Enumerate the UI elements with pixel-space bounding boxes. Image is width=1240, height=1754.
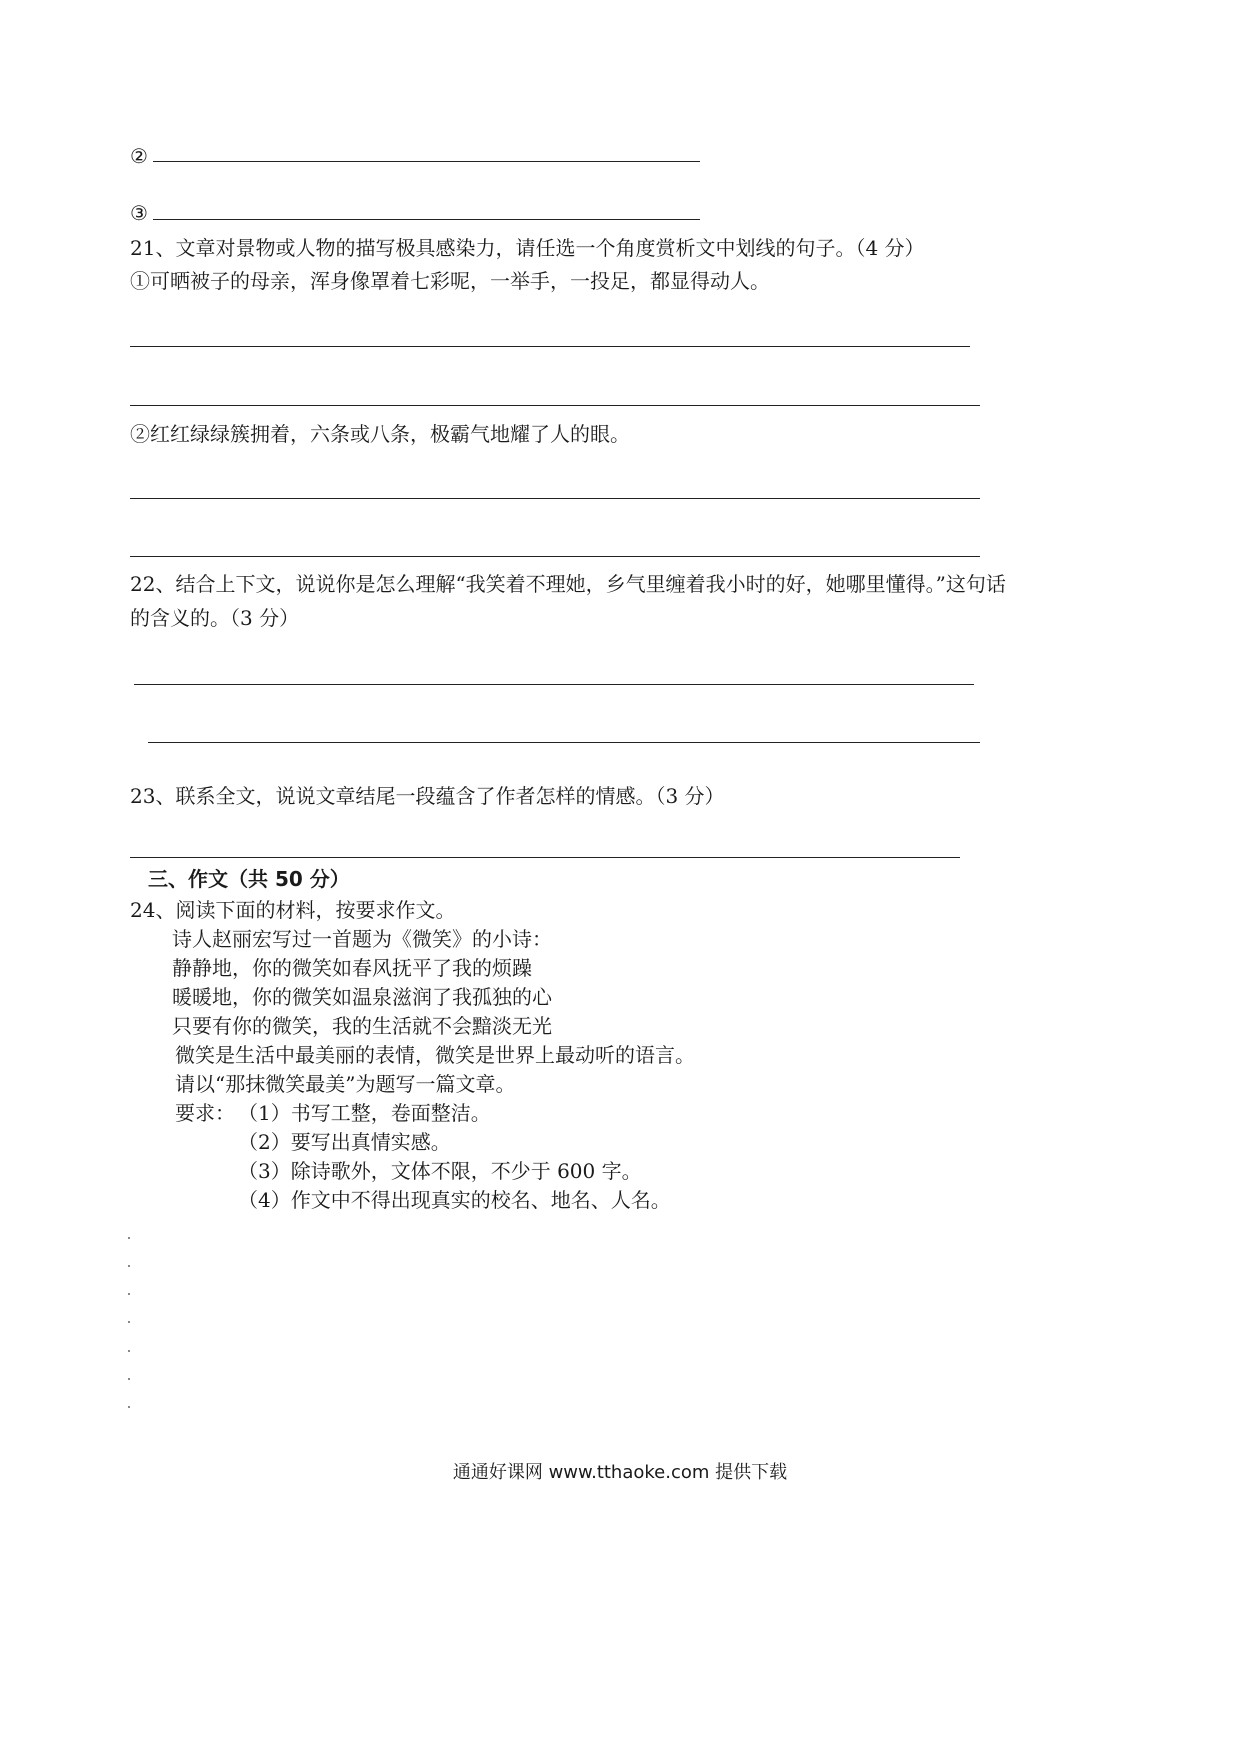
q24-material-line: 暖暖地，你的微笑如温泉滋润了我孤独的心 [172,985,552,1009]
q21-answer-line-2 [130,405,980,406]
q24-material-line: 静静地，你的微笑如春风抚平了我的烦躁 [172,956,532,980]
q24-requirement-item: （2）要写出真情实感。 [238,1130,451,1154]
q23-answer-line-1 [130,857,960,858]
q21-sentence2: ②红红绿绿簇拥着，六条或八条，极霸气地耀了人的眼。 [130,422,630,446]
q24-material-line: 诗人赵丽宏写过一首题为《微笑》的小诗： [172,927,552,951]
q24-material-line: 微笑是生活中最美丽的表情，微笑是世界上最动听的语言。 [175,1043,695,1067]
q22-answer-line-1 [134,684,974,685]
q24-material-line: 请以“那抹微笑最美”为题写一篇文章。 [175,1072,516,1096]
q21-answer-line-3 [130,498,980,499]
q23-prompt: 23、联系全文，说说文章结尾一段蕴含了作者怎样的情感。（3 分） [130,784,725,808]
q22-prompt-line2: 的含义的。（3 分） [130,606,300,630]
margin-dot [128,1378,130,1380]
section3-heading: 三、作文（共 50 分） [148,867,350,891]
margin-dot [128,1265,130,1267]
q24-requirement-item: （4）作文中不得出现真实的校名、地名、人名。 [238,1188,671,1212]
margin-dot [128,1237,130,1239]
q20-item2-marker: ② [130,144,148,168]
footer-text: 通通好课网 www.tthaoke.com 提供下载 [452,1462,788,1483]
q21-sentence1: ①可晒被子的母亲，浑身像罩着七彩呢，一举手，一投足，都显得动人。 [130,269,770,293]
q22-answer-line-2 [148,742,980,743]
q24-requirements-label: 要求： [175,1101,235,1125]
margin-dot [128,1293,130,1295]
q24-material-line: 只要有你的微笑，我的生活就不会黯淡无光 [172,1014,552,1038]
q21-answer-line-4 [130,556,980,557]
margin-dot [128,1321,130,1323]
margin-dot [128,1406,130,1408]
q20-item3-marker: ③ [130,201,148,225]
q24-prompt: 24、阅读下面的材料，按要求作文。 [130,898,456,922]
q24-requirement-item: （3）除诗歌外，文体不限，不少于 600 字。 [238,1159,642,1183]
q24-requirement-item: （1）书写工整，卷面整洁。 [238,1101,491,1125]
q20-item3-answer-line [153,219,700,220]
q21-answer-line-1 [130,346,970,347]
margin-dot [128,1350,130,1352]
q20-item2-answer-line [153,161,700,162]
q21-prompt: 21、文章对景物或人物的描写极具感染力，请任选一个角度赏析文中划线的句子。（4 分） [130,236,925,260]
q22-prompt-line1: 22、结合上下文，说说你是怎么理解“我笑着不理她，乡气里缠着我小时的好，她哪里懂得。”这句话 [130,572,1006,596]
